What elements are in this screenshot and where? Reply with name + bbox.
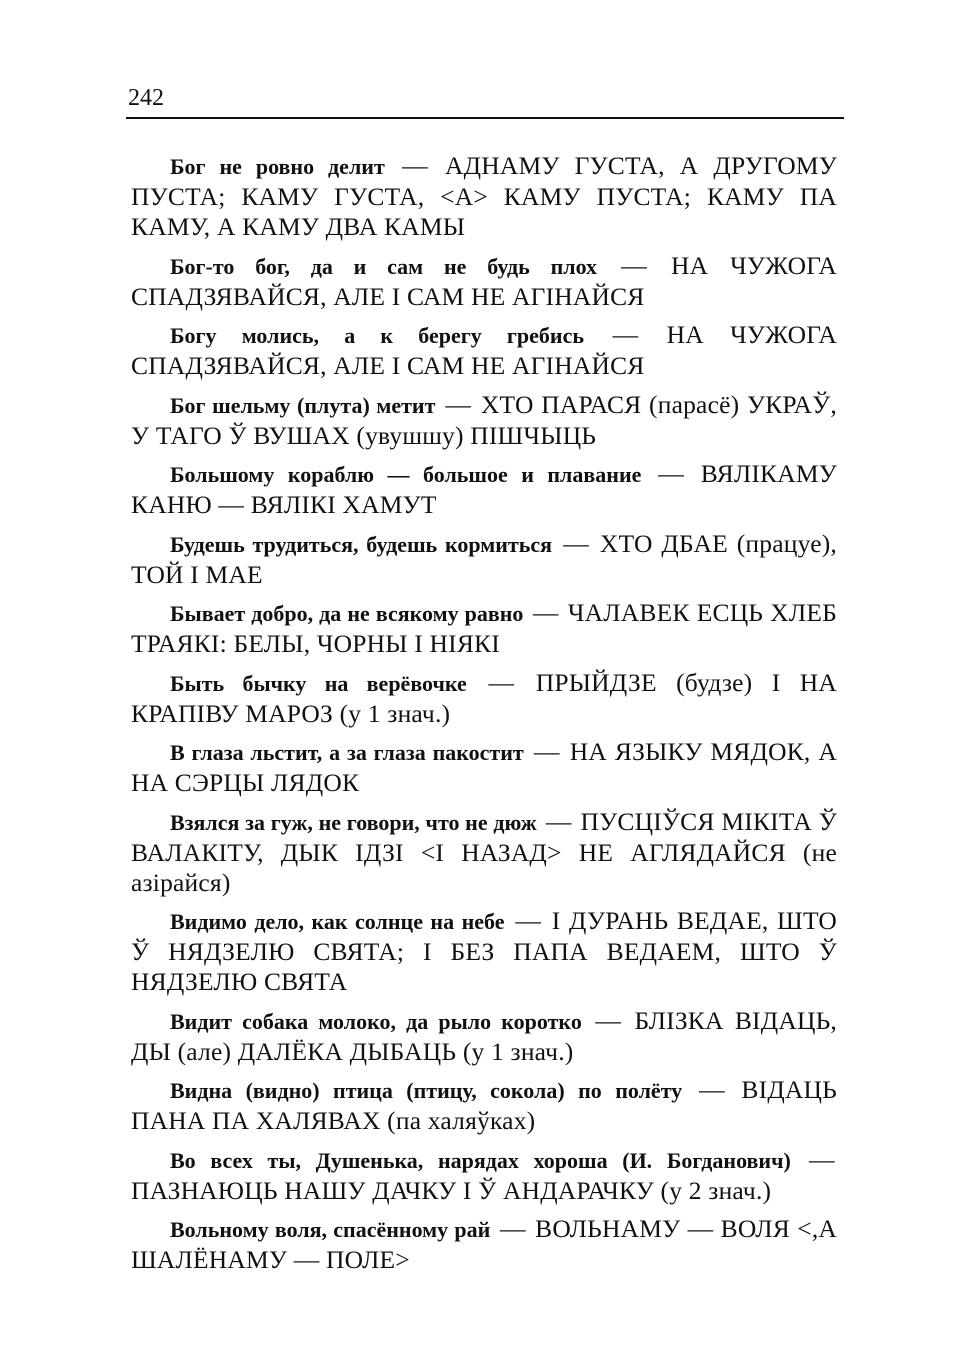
belarusian-equivalent: НА ЧУЖОГА СПАДЗЯВАЙСЯ, АЛЕ І САМ НЕ АГІНАЙСЯ — [131, 250, 837, 311]
belarusian-equivalent: ЧАЛАВЕК ЕСЦЬ ХЛЕБ ТРАЯКІ: БЕЛЫ, ЧОРНЫ І НІЯКІ — [131, 598, 838, 658]
russian-proverb: Бог-то бог, да и сам не будь плох — [170, 253, 598, 279]
russian-proverb: Будешь трудиться, будешь кормиться — [170, 531, 552, 557]
proverb-list — [131, 151, 837, 1284]
proverb-entry: Видна (видно) птица (птицу, сокола) по полёту — ВІДАЦЬ ПАНА ПА ХАЛЯВАХ (па халяўках) — [131, 1075, 837, 1135]
russian-proverb: Вольному воля, спасённому рай — [170, 1217, 491, 1242]
russian-proverb: Бог не ровно делит — [170, 154, 385, 179]
proverb-entry: Бог не ровно делит — АДНАМУ ГУСТА, А ДРУГОМУ ПУСТА; КАМУ ГУСТА, <А> КАМУ ПУСТА; КАМУ ПА КАМУ, А КАМУ ДВА КАМЫ — [131, 151, 838, 241]
russian-proverb: Взялся за гуж, не говори, что не дюж — [170, 809, 537, 835]
proverb-entry: Бог шельму (плута) метит — ХТО ПАРАСЯ (парасё) УКРАЎ, У ТАГО Ў ВУШАХ (увушшу) ПІШЧЫЦЬ — [131, 389, 837, 450]
russian-proverb: Видит собака молоко, да рыло коротко — [170, 1008, 582, 1034]
belarusian-equivalent: АДНАМУ ГУСТА, А ДРУГОМУ ПУСТА; КАМУ ГУСТА, <А> КАМУ ПУСТА; КАМУ ПА КАМУ, А КАМУ ДВА КАМЫ — [131, 151, 838, 241]
proverb-entry: Большому кораблю — большое и плавание — ВЯЛІКАМУ КАНЮ — ВЯЛІКІ ХАМУТ — [131, 459, 837, 519]
proverb-entry: Быть бычку на верёвочке — ПРЫЙДЗЕ (будзе) І НА КРАПІВУ МАРОЗ (у 1 знач.) — [131, 667, 837, 728]
belarusian-equivalent: ВОЛЬНАМУ — ВОЛЯ <,А ШАЛЁНАМУ — ПОЛЕ> — [131, 1214, 838, 1274]
russian-proverb: Видимо дело, как солнце на небе — [170, 909, 505, 934]
belarusian-equivalent: ХТО ДБАЕ (працуе), ТОЙ І МАЕ — [131, 528, 837, 589]
russian-proverb: Во всех ты, Душенька, нарядах хороша (И. Богданович) — [170, 1147, 791, 1173]
russian-proverb: Бог шельму (плута) метит — [170, 392, 436, 418]
proverb-entry: Богу молись, а к берегу гребись — НА ЧУЖОГА СПАДЗЯВАЙСЯ, АЛЕ І САМ НЕ АГІНАЙСЯ — [131, 320, 837, 380]
proverb-entry: Будешь трудиться, будешь кормиться — ХТО ДБАЕ (працуе), ТОЙ І МАЕ — [131, 528, 837, 589]
belarusian-equivalent: ПРЫЙДЗЕ (будзе) І НА КРАПІВУ МАРОЗ (у 1 знач.) — [131, 667, 837, 728]
proverb-entry: Во всех ты, Душенька, нарядах хороша (И. Богданович) — ПАЗНАЮЦЬ НАШУ ДАЧКУ І Ў АНДАРАЧКУ (у 2 знач.) — [131, 1144, 835, 1205]
russian-proverb: Видна (видно) птица (птицу, сокола) по полёту — [170, 1078, 683, 1103]
belarusian-equivalent: НА ЯЗЫКУ МЯДОК, А НА СЭРЦЫ ЛЯДОК — [131, 737, 838, 797]
belarusian-equivalent: БЛІЗКА ВІДАЦЬ, ДЫ (але) ДАЛЁКА ДЫБАЦЬ (у 1 знач.) — [131, 1005, 837, 1066]
proverb-entry: Взялся за гуж, не говори, что не дюж — ПУСЦІЎСЯ МІКІТА Ў ВАЛАКІТУ, ДЫК ІДЗІ <І НАЗАД> НЕ АГЛЯДАЙСЯ (не азірайся) — [131, 806, 838, 897]
proverb-entry: Бог-то бог, да и сам не будь плох — НА ЧУЖОГА СПАДЗЯВАЙСЯ, АЛЕ І САМ НЕ АГІНАЙСЯ — [131, 250, 837, 311]
russian-proverb: Быть бычку на верёвочке — [170, 670, 467, 696]
russian-proverb: Бывает добро, да не всякому равно — [170, 601, 524, 626]
belarusian-equivalent: ВІДАЦЬ ПАНА ПА ХАЛЯВАХ (па халяўках) — [131, 1075, 837, 1135]
belarusian-equivalent: НА ЧУЖОГА СПАДЗЯВАЙСЯ, АЛЕ І САМ НЕ АГІНАЙСЯ — [131, 320, 837, 380]
russian-proverb: Богу молись, а к берегу гребись — [170, 323, 584, 348]
page-number: 242 — [128, 85, 164, 111]
belarusian-equivalent: ВЯЛІКАМУ КАНЮ — ВЯЛІКІ ХАМУТ — [131, 459, 837, 519]
proverb-entry: Видимо дело, как солнце на небе — І ДУРАНЬ ВЕДАЕ, ШТО Ў НЯДЗЕЛЮ СВЯТА; І БЕЗ ПАПА ВЕДАЕМ, ШТО Ў НЯДЗЕЛЮ СВЯТА — [131, 906, 838, 996]
proverb-entry: Видит собака молоко, да рыло коротко — БЛІЗКА ВІДАЦЬ, ДЫ (але) ДАЛЁКА ДЫБАЦЬ (у 1 знач.) — [131, 1005, 837, 1066]
proverb-entry: Вольному воля, спасённому рай — ВОЛЬНАМУ — ВОЛЯ <,А ШАЛЁНАМУ — ПОЛЕ> — [131, 1214, 838, 1274]
russian-proverb: В глаза льстит, а за глаза пакостит — [170, 740, 524, 765]
proverb-entry: В глаза льстит, а за глаза пакостит — НА ЯЗЫКУ МЯДОК, А НА СЭРЦЫ ЛЯДОК — [131, 737, 838, 797]
belarusian-equivalent: І ДУРАНЬ ВЕДАЕ, ШТО Ў НЯДЗЕЛЮ СВЯТА; І БЕЗ ПАПА ВЕДАЕМ, ШТО Ў НЯДЗЕЛЮ СВЯТА — [131, 906, 838, 996]
russian-proverb: Большому кораблю — большое и плавание — [170, 462, 642, 487]
belarusian-equivalent: ХТО ПАРАСЯ (парасё) УКРАЎ, У ТАГО Ў ВУШАХ (увушшу) ПІШЧЫЦЬ — [131, 389, 837, 450]
belarusian-equivalent: ПАЗНАЮЦЬ НАШУ ДАЧКУ І Ў АНДАРАЧКУ (у 2 знач.) — [131, 1175, 772, 1205]
header-rule — [126, 117, 844, 119]
belarusian-equivalent: ПУСЦІЎСЯ МІКІТА Ў ВАЛАКІТУ, ДЫК ІДЗІ <І НАЗАД> НЕ АГЛЯДАЙСЯ (не азірайся) — [131, 806, 838, 897]
proverb-entry: Бывает добро, да не всякому равно — ЧАЛАВЕК ЕСЦЬ ХЛЕБ ТРАЯКІ: БЕЛЫ, ЧОРНЫ І НІЯКІ — [131, 598, 838, 658]
